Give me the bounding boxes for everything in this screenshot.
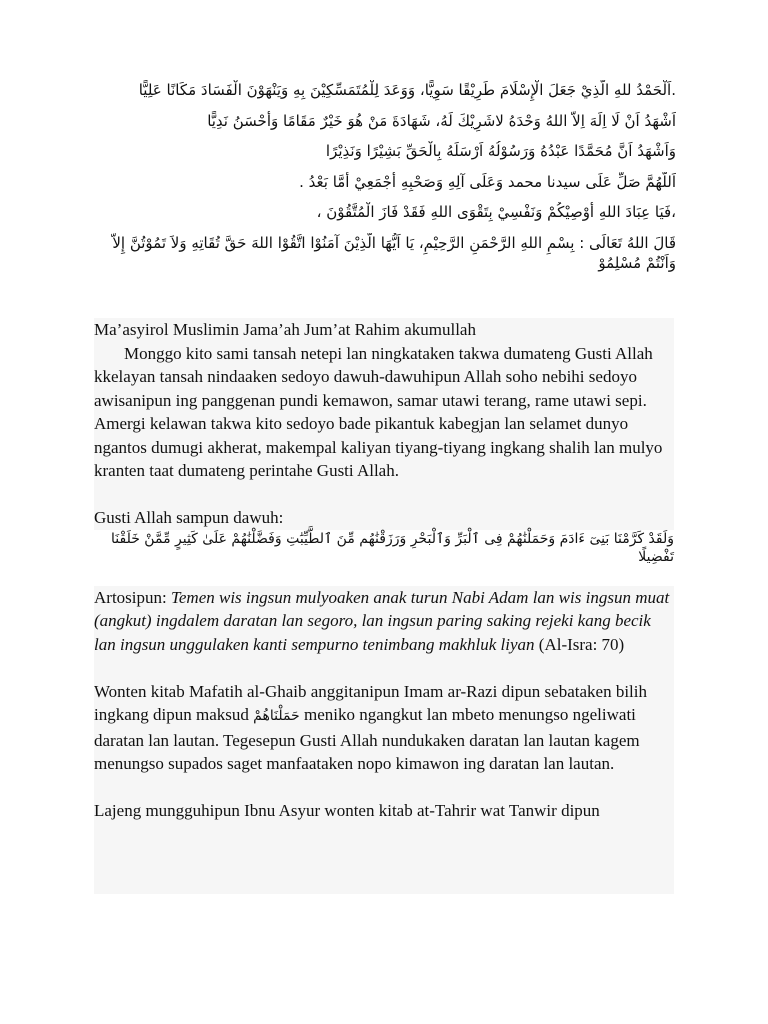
paragraph-mafatih [94,680,674,776]
paragraph-mafatih-a: Wonten kitab Mafatih al-Ghaib anggitanipun Imam ar-Razi dipun sebataken bilih ingkang dipun maksud [94,681,647,724]
dawuh-label: Gusti Allah sampun dawuh: [94,508,284,527]
arabic-line-4: اَللَّهُمَّ صَلِّ عَلَى سيدنا محمد وَعَلَى آلِهِ وَصَحْبِهِ أَجْمَعِيْ أَمَّا بَعْدُ . [299,172,676,191]
arabic-opening [88,80,676,282]
artosipun-label: Artosipun: [94,587,167,607]
greeting: Ma’asyirol Muslimin Jama’ah Jum’at Rahim akumullah [94,320,476,339]
khutbah-body [94,318,674,894]
arabic-line-5: ،فَيَا عِبَادَ اللهِ أُوْصِيْكُمْ وَنَفْسِيْ بِتَقْوَى اللهِ فَقَدْ فَازَ الْمُتَّقُوْنَ ، [316,203,676,221]
arabic-line-3: وَاَشْهَدُ اَنَّ مُحَمَّدًا عَبْدُهُ وَرَسُوْلُهُ اَرْسَلَهُ بِالْحَقِّ بَشِيْرًا وَنَذِيْرًا [325,142,676,160]
paragraph-takwa: Monggo kito sami tansah netepi lan ningkataken takwa dumateng Gusti Allah kkelayan tansah nindaaken sedoyo dawuh-dawuhipun Allah soho nebihi sedoyo awisanipun ing panggenan pundi kemawon, samar utawi terang, rame utawi sepi. Amergi kelawan takwa kito sedoyo bade pikantuk kabegjan lan selamet dunyo ngantos dumugi akherat, makempal kaliyan tiyang-tiyang ingkang shalih lan mulyo kranten taat dumateng perintahe Gusti Allah. [94,343,663,480]
ayat-isra-70: وَلَقَدْ كَرَّمْنَا بَنِىٓ ءَادَمَ وَحَمَلْنَٰهُمْ فِى ٱلْبَرِّ وَٱلْبَحْرِ وَرَزَقْنَٰهُم مِّنَ ٱلطَّيِّبَٰتِ وَفَضَّلْنَٰهُمْ عَلَىٰ كَثِيرٍ مِّمَّنْ خَلَقْنَا تَفْضِيلًا [94,530,674,566]
artosipun-reference: (Al-Isra: 70) [534,634,625,654]
arabic-line-6: قَالَ اللهُ تَعَالَى : بِسْمِ اللهِ الرَّحْمَنِ الرَّحِيْمِ، يَا اَيُّهَا الَّذِيْنَ آمَنُوْا اتَّقُوْا اللهَ حَقَّ تُقَاتِهِ وَلاَ تَمُوْتُنَّ إِلاَّ وَاَنْتُمْ مُسْلِمُوْ [112,233,676,272]
arabic-line-2: اَشْهَدُ اَنْ لَا اِلَهَ اِلاَّ اللهُ وَحْدَهُ لاشَرِيْكَ لَهُ، شَهَادَةَ مَنْ هُوَ خَيْرٌ مَقَامًا وَأَحْسَنُ نَدِيًّا [207,111,676,130]
arabic-line-1: .اَلْحَمْدُ للهِ الَّذِيْ جَعَلَ الْإِسْلَامَ طَرِيْقًا سَوِيًّا، وَوَعَدَ لِلْمُتَمَسِّكِيْنَ بِهِ وَيَنْهَوْنَ الْفَسَادَ مَكَانًا عَلِيًّا [138,81,676,99]
paragraph-ibnu-asyur: Lajeng mungguhipun Ibnu Asyur wonten kitab at-Tahrir wat Tanwir dipun [94,801,600,820]
artosipun-paragraph [94,586,674,657]
arabic-word-hamalnahum: حَمَلْنَاهُمْ [253,708,300,724]
paragraph-mafatih-b: meniko ngangkut lan mbeto menungso ngeliwati daratan lan lautan. Tegesepun Gusti Allah nundukaken daratan lan lautan kagem menungso supados saget manfaataken nopo kimawon ing daratan lan lautan. [94,705,640,773]
artosipun-translation: Temen wis ingsun mulyoaken anak turun Nabi Adam lan wis ingsun muat (angkut) ingdalem daratan lan segoro, lan ingsun paring saking rejeki kang becik lan ingsun unggulaken kanti sempurno tenimbang makhluk liyan [94,587,670,654]
